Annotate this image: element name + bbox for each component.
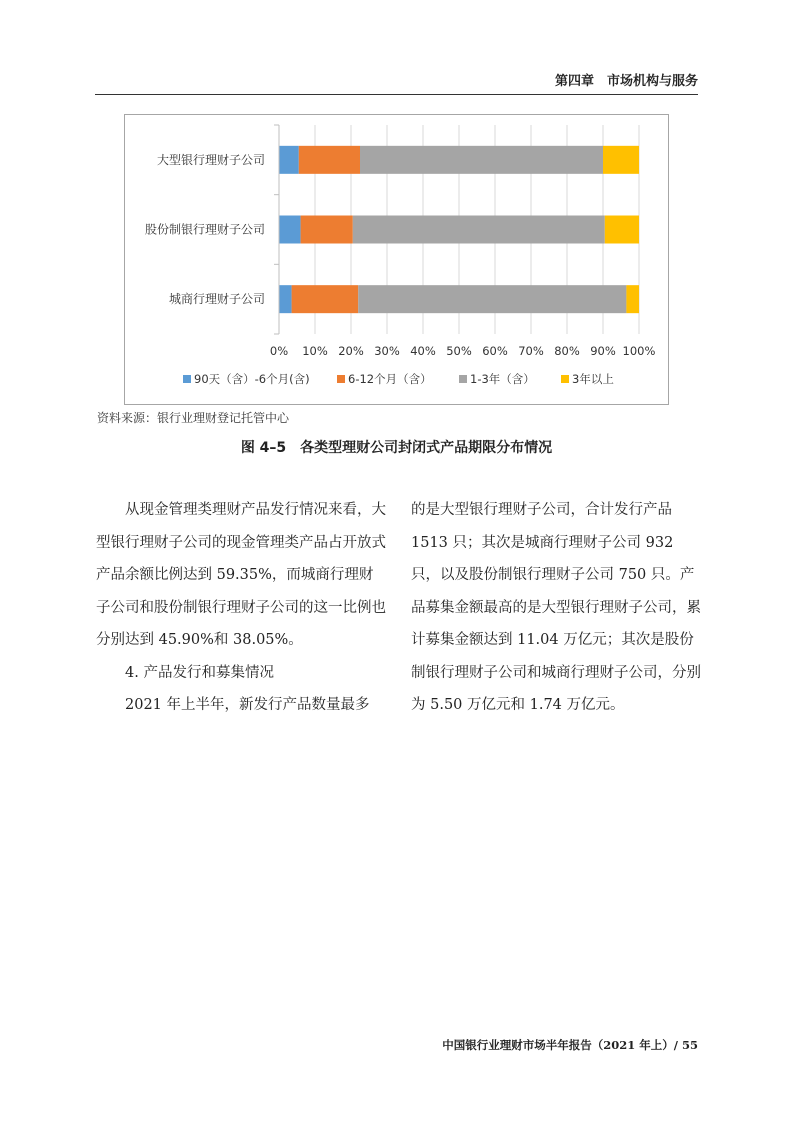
header-divider (95, 94, 698, 95)
category-label: 城商行理财子公司 (168, 292, 265, 307)
paragraph: 从现金管理类理财产品发行情况来看，大型银行理财子公司的现金管理类产品占开放式产品余额比例达到 59.35%，而城商行理财子公司和股份制银行理财子公司的这一比例也分别达到 45.90%和 38.05%。 (96, 502, 386, 648)
legend-label: 3年以上 (572, 372, 614, 386)
bar-segment (292, 285, 359, 313)
x-tick-label: 100% (622, 344, 656, 358)
x-tick-label: 70% (518, 344, 544, 358)
legend-label: 90天（含）-6个月(含) (194, 372, 310, 386)
legend-swatch (183, 375, 191, 383)
body-column-right (411, 494, 701, 722)
bar-segment (353, 216, 605, 244)
bar-segment (279, 216, 301, 244)
bar-segment (279, 146, 299, 174)
source-note: 资料来源：银行业理财登记托管中心 (97, 411, 290, 425)
bar-segment (626, 285, 639, 313)
x-tick-label: 10% (302, 344, 328, 358)
category-label: 股份制银行理财子公司 (144, 222, 265, 237)
body-column-left (96, 494, 386, 722)
paragraph: 2021 年上半年，新发行产品数量最多 (125, 697, 370, 713)
bar-segment (358, 285, 626, 313)
legend-label: 1-3年（含） (470, 372, 535, 386)
chapter-header: 第四章 市场机构与服务 (554, 74, 698, 89)
bar-segment (603, 146, 639, 174)
x-tick-label: 40% (410, 344, 436, 358)
x-tick-label: 60% (482, 344, 508, 358)
legend-swatch (561, 375, 569, 383)
maturity-distribution-chart (124, 114, 669, 405)
legend-swatch (337, 375, 345, 383)
x-tick-label: 20% (338, 344, 364, 358)
x-tick-label: 30% (374, 344, 400, 358)
x-tick-label: 50% (446, 344, 472, 358)
chart-svg (125, 115, 670, 406)
x-tick-label: 80% (554, 344, 580, 358)
figure-caption: 图 4–5 各类型理财公司封闭式产品期限分布情况 (240, 440, 553, 456)
category-label: 大型银行理财子公司 (156, 152, 265, 167)
bar-segment (605, 216, 639, 244)
x-tick-label: 90% (590, 344, 616, 358)
legend-label: 6-12个月（含） (348, 372, 432, 386)
bar-segment (301, 216, 353, 244)
section-heading: 4. 产品发行和募集情况 (125, 664, 274, 681)
bar-segment (299, 146, 360, 174)
bar-segment (279, 285, 292, 313)
paragraph: 的是大型银行理财子公司，合计发行产品 1513 只；其次是城商行理财子公司 932 只，以及股份制银行理财子公司 750 只。产品募集金额最高的是大型银行理财子公司，累计募集金额达到 11.04 万亿元；其次是股份制银行理财子公司和城商行理财子公司，分别为 5.50 万亿元和 1.74 万亿元。 (411, 502, 701, 713)
page-footer: 中国银行业理财市场半年报告（2021 年上）/ 55 (442, 1038, 698, 1052)
bar-segment (360, 146, 603, 174)
x-tick-label: 0% (269, 344, 289, 358)
legend-swatch (459, 375, 467, 383)
